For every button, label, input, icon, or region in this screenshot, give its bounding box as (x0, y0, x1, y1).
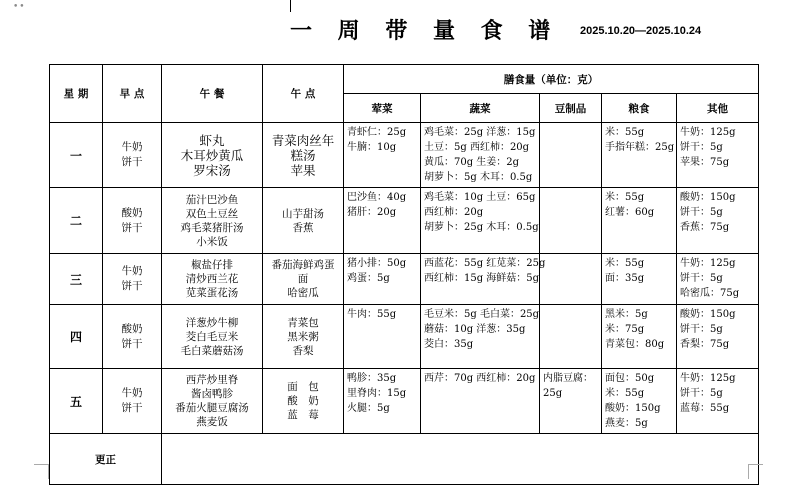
cell-line: 酸 奶 (287, 395, 319, 407)
cell-line: 酸奶 (121, 322, 143, 335)
other-qty-cell (677, 123, 759, 188)
cell-line: 鸡毛菜：10g 土豆：65g (424, 192, 536, 203)
cell-line: 燕麦：5g (605, 418, 648, 429)
cell-line: 饼干：5g (680, 324, 723, 335)
cell-line: 酸奶：150g (680, 192, 736, 203)
cell-line: 苋菜蛋花汤 (185, 287, 239, 299)
cell-line: 小米饭 (196, 235, 228, 248)
lunch-cell (162, 188, 263, 254)
cell-line: 青虾仁：25g (347, 127, 407, 138)
cell-line: 牛奶 (121, 387, 143, 399)
cell-line: 双色土豆丝 (185, 207, 239, 220)
cell-line: 25g (543, 388, 563, 399)
cell-line: 牛奶：125g (680, 373, 736, 384)
soy-qty-cell (540, 305, 602, 369)
cell-line: 毛豆米：5g 毛白菜：25g (424, 309, 540, 320)
header-day: 星 期 (50, 65, 103, 123)
day-cell: 五 (50, 369, 103, 434)
table-row (50, 305, 759, 369)
cell-line: 饼干 (121, 402, 143, 414)
lunch-cell (162, 123, 263, 188)
soy-qty-cell (540, 369, 602, 434)
cell-line: 清炒西兰花 (185, 273, 239, 285)
text-cursor (290, 0, 291, 12)
afternoon-snack-cell (263, 188, 344, 254)
cell-line: 黑米：5g (605, 309, 648, 320)
grain-qty-cell (602, 305, 677, 369)
cell-line: 鸡毛菜猪肝汤 (180, 221, 244, 234)
cell-line: 牛腩：10g (347, 142, 397, 153)
cell-line: 香蕉 (292, 221, 314, 234)
cell-line: 胡萝卜：25g 木耳：0.5g (424, 222, 539, 233)
other-qty-cell (677, 369, 759, 434)
cell-line: 酱卤鸭胗 (191, 388, 233, 400)
cell-line: 西芹：70g 西红柿：20g (424, 373, 536, 384)
table-row (50, 254, 759, 305)
header-soy: 豆制品 (540, 94, 602, 123)
cell-line: 酸奶：150g (680, 309, 736, 320)
header-other: 其他 (677, 94, 759, 123)
cell-line: 青菜包：80g (605, 339, 665, 350)
cell-line: 木耳炒黄瓜 (180, 147, 244, 163)
day-cell: 四 (50, 305, 103, 369)
vegetable-qty-cell (421, 369, 540, 434)
cell-line: 红薯：60g (605, 207, 655, 218)
cell-line: 米：55g (605, 192, 645, 203)
cell-line: 牛奶 (121, 265, 143, 277)
cell-line: 酸奶 (121, 206, 143, 219)
afternoon-snack-cell (263, 123, 344, 188)
header-breakfast: 早 点 (103, 65, 162, 123)
cell-line: 洋葱炒牛柳 (185, 316, 239, 329)
day-cell: 一 (50, 123, 103, 188)
cell-line: 酸奶：150g (605, 403, 661, 414)
cell-line: 米：55g (605, 127, 645, 138)
meat-qty-cell (344, 305, 421, 369)
breakfast-cell (103, 305, 162, 369)
cell-line: 毛白菜蘑菇汤 (180, 344, 244, 357)
cell-line: 胡萝卜：5g 木耳：0.5g (424, 172, 533, 183)
afternoon-snack-cell (263, 305, 344, 369)
cell-line: 苹果：75g (680, 157, 730, 168)
cell-line: 饼干：5g (680, 142, 723, 153)
cell-line: 鸡蛋：5g (347, 273, 390, 284)
correction-field[interactable] (162, 434, 759, 485)
day-cell: 三 (50, 254, 103, 305)
cell-line: 黄瓜：70g 生姜：2g (424, 157, 520, 168)
other-qty-cell (677, 305, 759, 369)
grain-qty-cell (602, 188, 677, 254)
cell-line: 香梨：75g (680, 339, 730, 350)
cell-line: 西蓝花：55g 红苋菜：25g (424, 258, 546, 269)
cell-line: 饼干：5g (680, 207, 723, 218)
breakfast-cell (103, 188, 162, 254)
cell-line: 鸭胗：35g (347, 373, 397, 384)
cell-line: 米：55g (605, 258, 645, 269)
table-row (50, 369, 759, 434)
cell-line: 椒盐仔排 (191, 259, 233, 271)
vegetable-qty-cell (421, 254, 546, 305)
cell-line: 米：55g (605, 388, 645, 399)
header-quantity-group: 膳食量（单位：克） (344, 65, 759, 94)
meat-qty-cell (344, 188, 421, 254)
cell-line: 饼干 (121, 337, 143, 350)
other-qty-cell (677, 254, 759, 305)
cell-line: 猪小排：50g (347, 258, 407, 269)
cell-line: 蘑菇：10g 洋葱：35g (424, 324, 526, 335)
paragraph-marker: •• (13, 2, 26, 12)
cell-line: 哈密瓜：75g (680, 288, 740, 299)
margin-corner-mark-left (34, 464, 49, 479)
cell-line: 内脂豆腐： (543, 373, 593, 384)
cell-line: 面：35g (605, 273, 645, 284)
header-grain: 粮食 (602, 94, 677, 123)
cell-line: 山芋甜汤 (282, 207, 324, 220)
soy-qty-cell (540, 254, 602, 305)
table-row (50, 188, 759, 254)
table-row (50, 123, 759, 188)
header-vegetables: 蔬菜 (421, 94, 540, 123)
margin-corner-mark-right (748, 464, 763, 479)
cell-line: 香蕉：75g (680, 222, 730, 233)
cell-line: 蓝莓：55g (680, 403, 730, 414)
lunch-cell (162, 305, 263, 369)
header-lunch: 午 餐 (162, 65, 263, 123)
day-cell: 二 (50, 188, 103, 254)
afternoon-snack-cell (263, 254, 344, 305)
cell-line: 虾丸 (199, 132, 225, 148)
other-qty-cell (677, 188, 759, 254)
cell-line: 牛奶 (121, 141, 143, 153)
cell-line: 西芹炒里脊 (185, 374, 239, 386)
soy-qty-cell (540, 188, 602, 254)
grain-qty-cell (602, 254, 677, 305)
meat-qty-cell (344, 123, 421, 188)
cell-line: 茄汁巴沙鱼 (185, 193, 239, 206)
cell-line: 茭白毛豆米 (185, 330, 239, 343)
cell-line: 西红柿：15g 海鲜菇：5g (424, 273, 540, 284)
cell-line: 手指年糕：25g (605, 142, 675, 153)
cell-line: 巴沙鱼：40g (347, 192, 407, 203)
meat-qty-cell (344, 254, 421, 305)
cell-line: 牛肉：55g (347, 309, 397, 320)
grain-qty-cell (602, 123, 677, 188)
cell-line: 面 包 (287, 381, 319, 393)
cell-line: 西红柿：20g (424, 207, 484, 218)
cell-line: 茭白：35g (424, 339, 474, 350)
cell-line: 面包：50g (605, 373, 655, 384)
breakfast-cell (103, 369, 162, 434)
cell-line: 蓝 莓 (287, 409, 319, 421)
breakfast-cell (103, 254, 162, 305)
cell-line: 牛奶：125g (680, 127, 736, 138)
soy-qty-cell (540, 123, 602, 188)
cell-line: 番茄海鲜鸡蛋 (271, 259, 335, 271)
lunch-cell (162, 254, 263, 305)
date-range: 2025.10.20—2025.10.24 (580, 25, 702, 37)
cell-line: 燕麦饭 (196, 416, 228, 428)
page-title: 一 周 带 量 食 谱 (290, 19, 560, 44)
vegetable-qty-cell (421, 305, 540, 369)
vegetable-qty-cell (421, 123, 540, 188)
cell-line: 饼干 (121, 280, 143, 292)
header-meat: 荤菜 (344, 94, 421, 123)
weekly-menu-table (49, 64, 759, 485)
cell-line: 牛奶：125g (680, 258, 736, 269)
cell-line: 罗宋汤 (193, 162, 231, 178)
cell-line: 饼干：5g (680, 388, 723, 399)
cell-line: 米：75g (605, 324, 645, 335)
cell-line: 哈密瓜 (287, 287, 319, 299)
cell-line: 黑米粥 (287, 330, 319, 343)
cell-line: 面 (297, 273, 309, 285)
cell-line: 青菜肉丝年 (271, 132, 335, 148)
correction-label: 更正 (50, 434, 162, 485)
cell-line: 香梨 (292, 344, 314, 357)
cell-line: 青菜包 (287, 316, 319, 329)
cell-line: 猪肝：20g (347, 207, 397, 218)
cell-line: 饼干 (121, 156, 143, 168)
header-afternoon-snack: 午 点 (263, 65, 344, 123)
meat-qty-cell (344, 369, 421, 434)
cell-line: 鸡毛菜：25g 洋葱：15g (424, 127, 536, 138)
cell-line: 饼干：5g (680, 273, 723, 284)
cell-line: 糕汤 (290, 147, 316, 163)
cell-line: 饼干 (121, 221, 143, 234)
breakfast-cell (103, 123, 162, 188)
cell-line: 火腿：5g (347, 403, 390, 414)
cell-line: 里脊肉：15g (347, 388, 407, 399)
grain-qty-cell (602, 369, 677, 434)
cell-line: 番茄火腿豆腐汤 (175, 402, 249, 414)
afternoon-snack-cell (263, 369, 344, 434)
cell-line: 土豆：5g 西红柿：20g (424, 142, 530, 153)
lunch-cell (162, 369, 263, 434)
vegetable-qty-cell (421, 188, 540, 254)
cell-line: 苹果 (290, 162, 316, 178)
